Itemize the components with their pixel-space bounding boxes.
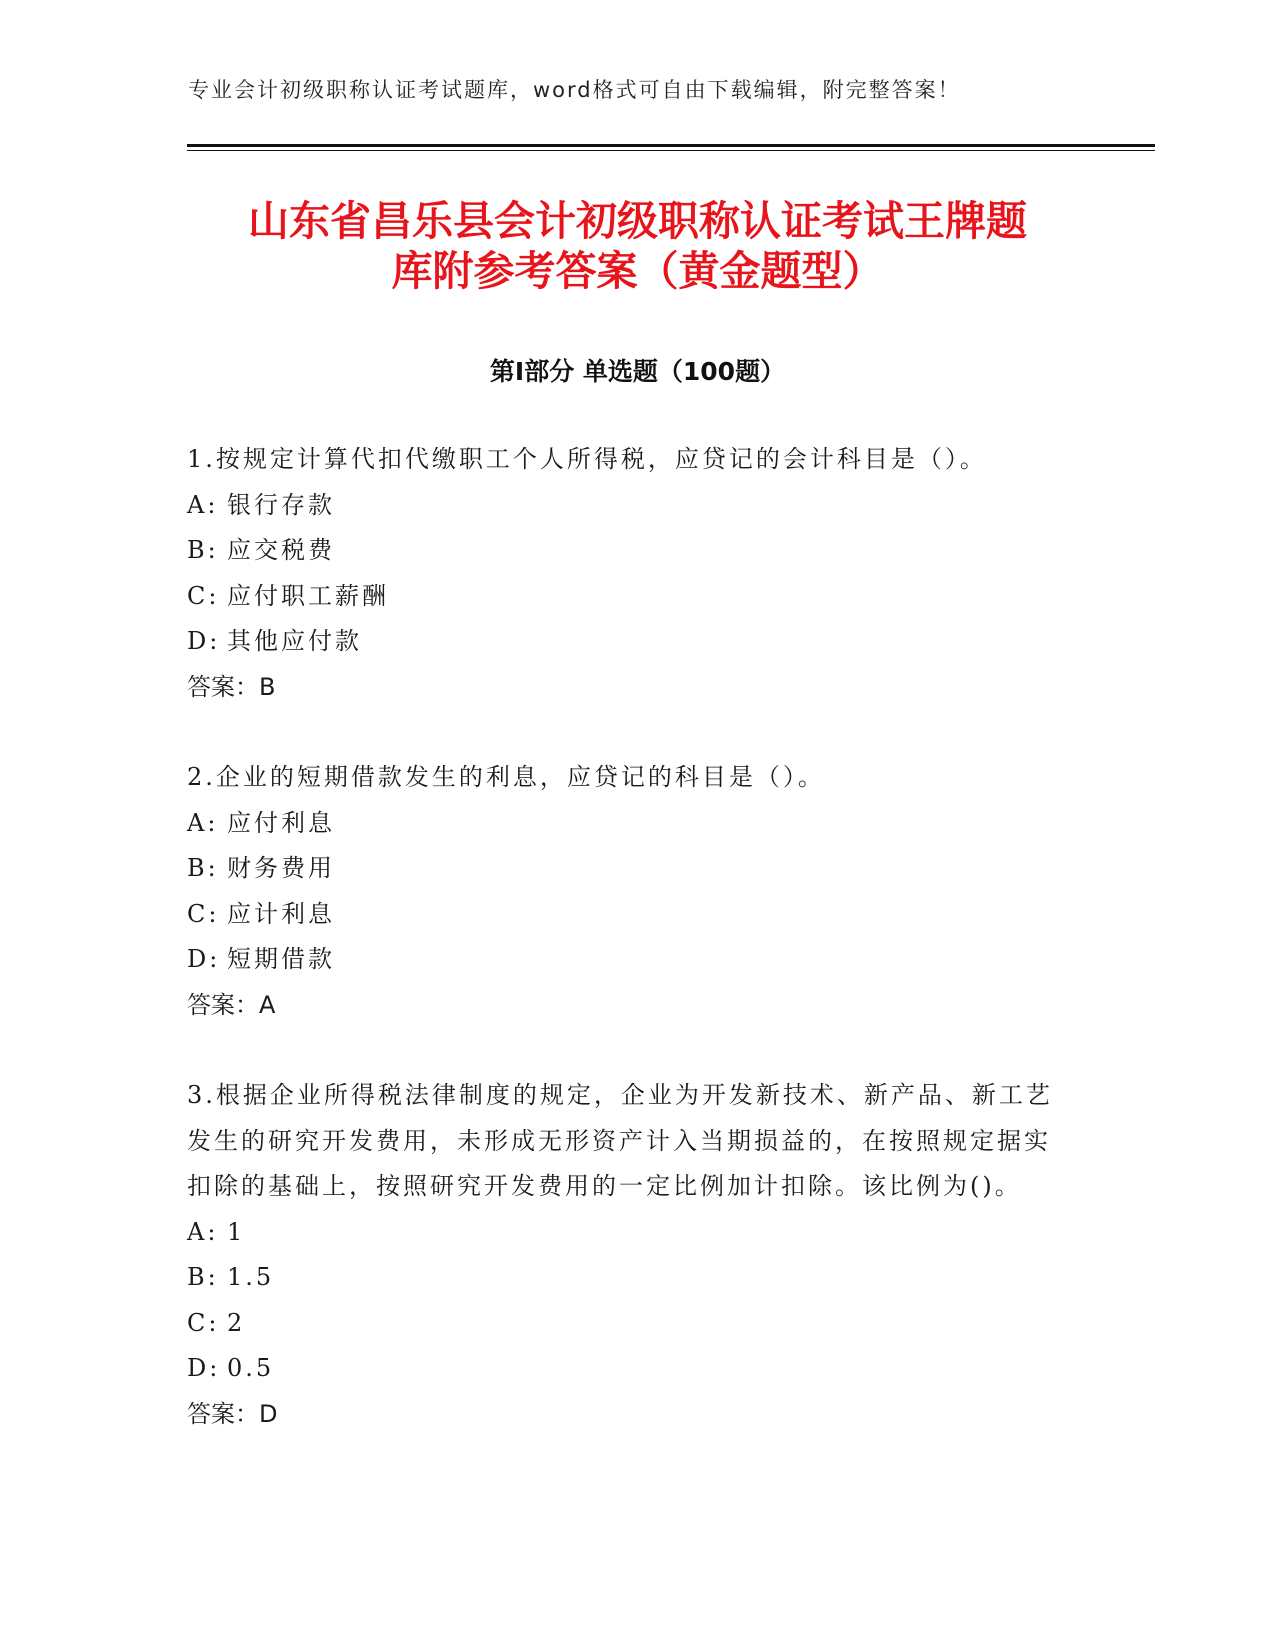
option-letter: C: [187, 899, 220, 928]
question-stem: 2.企业的短期借款发生的利息，应贷记的科目是（）。 [187, 763, 825, 791]
question-stem: 3.根据企业所得税法律制度的规定，企业为开发新技术、新产品、新工艺发生的研究开发费用，未形成无形资产计入当期损益的，在按照规定据实扣除的基础上，按照研究开发费用的一定比例加计扣除。该比例为()。 [187, 1081, 1053, 1200]
option-text: 其他应付款 [227, 627, 362, 655]
section-heading: 第Ⅰ部分 单选题（100题） [489, 357, 786, 386]
option-letter: B: [187, 1263, 219, 1291]
question-list [187, 437, 1067, 1482]
document-title-line-2: 库附参考答案（黄金题型） [391, 247, 884, 295]
question-answer: 答案：B [187, 672, 276, 701]
option-letter: D: [187, 627, 221, 655]
header-note: 专业会计初级职称认证考试题库，word格式可自由下载编辑，附完整答案！ [188, 78, 961, 102]
option-text: 应付利息 [227, 808, 335, 837]
question-option [187, 528, 1067, 574]
option-letter: A: [187, 1217, 219, 1246]
option-letter: C: [187, 581, 220, 610]
question-option [187, 483, 1067, 529]
option-text: 0.5 [227, 1354, 275, 1382]
question-answer: 答案：A [187, 990, 276, 1019]
question-option [187, 1301, 1067, 1347]
question-item [187, 755, 1067, 1028]
option-text: 应交税费 [227, 536, 335, 564]
option-letter: A: [187, 490, 219, 519]
question-option [187, 846, 1067, 892]
option-text: 1 [227, 1217, 246, 1246]
header-divider-thick [187, 144, 1155, 147]
option-letter: B: [187, 854, 219, 882]
document-title-line-1: 山东省昌乐县会计初级职称认证考试王牌题 [248, 197, 1027, 245]
option-text: 应计利息 [227, 899, 335, 928]
option-letter: C: [187, 1308, 220, 1337]
option-text: 1.5 [227, 1263, 275, 1291]
option-text: 应付职工薪酬 [227, 581, 389, 610]
header-divider-thin [187, 150, 1155, 151]
question-option [187, 1255, 1067, 1301]
document-title [150, 196, 1125, 296]
option-text: 短期借款 [227, 945, 335, 973]
question-option [187, 619, 1067, 665]
question-option [187, 1210, 1067, 1256]
question-option [187, 1346, 1067, 1392]
question-option [187, 574, 1067, 620]
option-text: 2 [227, 1308, 246, 1337]
question-option [187, 801, 1067, 847]
question-item [187, 1073, 1067, 1437]
option-letter: B: [187, 536, 219, 564]
option-text: 银行存款 [227, 490, 335, 519]
question-item [187, 437, 1067, 710]
question-stem: 1.按规定计算代扣代缴职工个人所得税，应贷记的会计科目是（）。 [187, 445, 987, 473]
option-letter: A: [187, 808, 219, 837]
option-letter: D: [187, 1354, 221, 1382]
question-option [187, 892, 1067, 938]
question-option [187, 937, 1067, 983]
option-letter: D: [187, 945, 221, 973]
question-answer: 答案：D [187, 1399, 278, 1428]
option-text: 财务费用 [227, 854, 335, 882]
